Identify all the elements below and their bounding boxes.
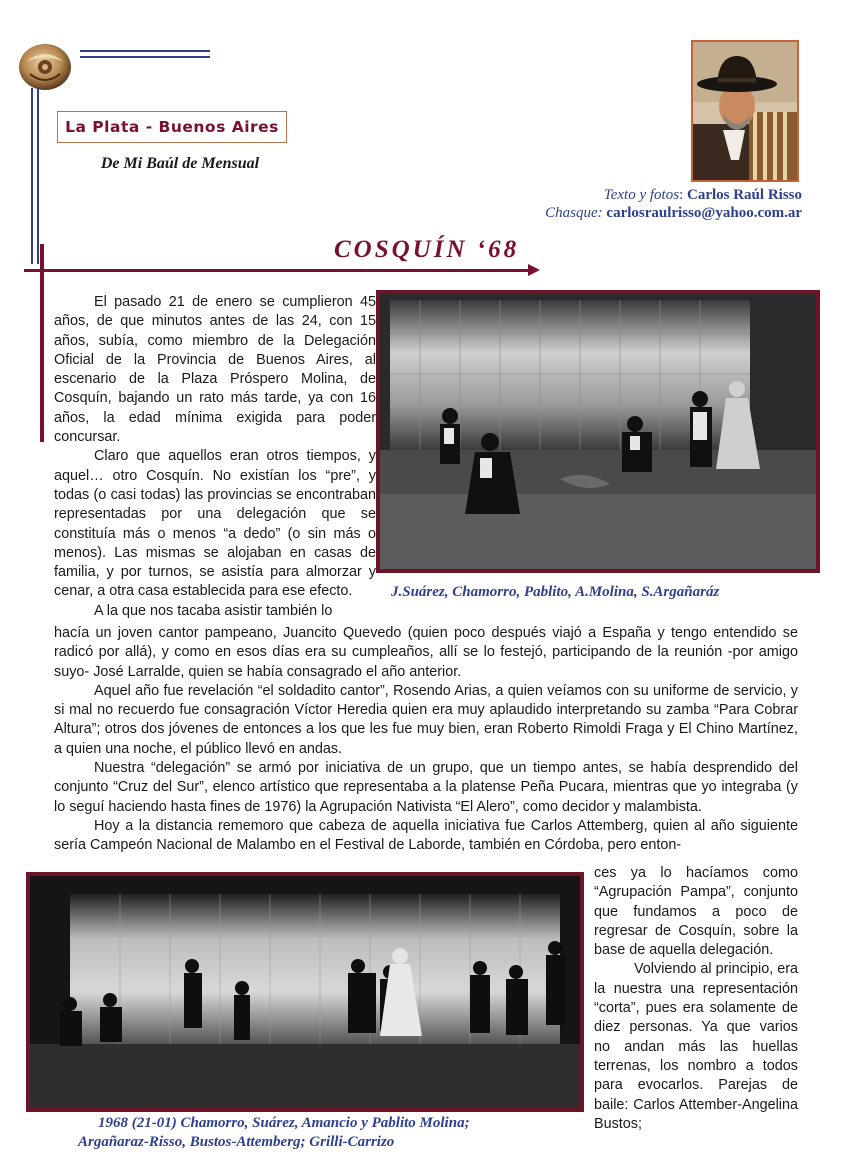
photo2-caption xyxy=(78,1114,470,1152)
margin-rule xyxy=(31,88,33,264)
paragraph-2: Claro que aquellos eran otros tiempos, y aquel… otro Cosquín. No existían los “pre”, y todas (o casi todas) las provincias se encontraban representadas por una delegación que se constituía más o menos “a dedo” (o sin más o menos). Las mismas se alojaban en casas de familia, y por turnos, se asistía para almorzar y cenar, a otra casa establecida para ese efecto. xyxy=(54,448,376,600)
photo1-caption: J.Suárez, Chamorro, Pablito, A.Molina, S.Argañaráz xyxy=(391,584,720,600)
author-credit: Texto y fotos: Carlos Raúl Risso xyxy=(603,187,802,203)
paragraph-3-rest: hacía un joven cantor pampeano, Juancito Quevedo (quien poco después viajó a España y tengo entendido se radicó por allá), y como en esos días era su cumpleaños, allí se lo festejó, participando de la reunión -por amigo suyo- José Larralde, quien se había consagrado el año anterior. xyxy=(54,625,798,680)
header-rule xyxy=(80,56,210,58)
author-portrait xyxy=(691,40,799,182)
title-bar-vertical xyxy=(40,244,44,442)
title-arrow-icon xyxy=(528,264,540,276)
title-underline xyxy=(24,269,534,272)
article-column-full xyxy=(54,624,798,856)
photo-stage-musicians xyxy=(376,290,820,573)
paragraph-1: El pasado 21 de enero se cumplieron 45 años, de que minutos antes de las 24, con 15 años, subía, como miembro de la Delegación Oficial de la Provincia de Buenos Aires, al escenario de la Plaza Próspero Molina, de Cosquín, bajando un rato más tarde, ya con 16 años, la edad mínima exigida para poder concursar. xyxy=(54,294,376,446)
author-name: Carlos Raúl Risso xyxy=(686,187,802,203)
photo2-caption-line1: 1968 (21-01) Chamorro, Suárez, Amancio y Pablito Molina; xyxy=(98,1115,470,1131)
mate-emblem-logo xyxy=(16,40,74,92)
contact-label: Chasque: xyxy=(545,205,603,221)
paragraph-6-rest: ces ya lo hacíamos como “Agrupación Pampa”, conjunto que fundamos a poco de regresar de Cosquín, sobre la base de aquella delegación. xyxy=(594,865,798,959)
photo-stage-dancers xyxy=(26,872,584,1112)
header-rule xyxy=(80,50,210,52)
column-name: De Mi Baúl de Mensual xyxy=(100,155,260,172)
paragraph-3-start: A la que nos tacaba asistir también lo xyxy=(94,602,333,619)
paragraph-6-start: Hoy a la distancia rememoro que cabeza de aquella iniciativa fue Carlos Attemberg, quien al año siguiente sería Campeón Nacional de Malambo en el Festival de Laborde, también en Córdoba, pero enton- xyxy=(54,817,798,854)
article-column-right xyxy=(594,864,798,1134)
paragraph-5: Nuestra “delegación” se armó por iniciativa de un grupo, que un tiempo antes, se había desprendido del conjunto “Cruz del Sur”, elenco artístico que representaba a la platense Peña Pucara, mientras que yo integraba (y lo seguí haciendo hasta fines de 1976) la Agrupación Nativista “El Alero”, como decidor y malambista. xyxy=(54,760,798,815)
article-title: COSQUÍN ‘68 xyxy=(334,236,520,263)
credit-label: Texto y fotos xyxy=(603,187,680,203)
paragraph-4: Aquel año fue revelación “el soldadito cantor”, Rosendo Arias, a quien veíamos con su uniforme de servicio, y si mal no recuerdo fue consagración Víctor Heredia quien era muy aplaudido interpretando su zamba “Para Cobrar Altura”; otros dos jóvenes de entonces a los que les fue muy bien, eran Roberto Rimoldi Fraga y El Chino Martínez, a quien una noche, el público llevó en andas. xyxy=(54,682,798,757)
location-label: La Plata - Buenos Aires xyxy=(57,111,287,143)
article-column-left xyxy=(54,293,376,621)
author-email: carlosraulrisso@yahoo.com.ar xyxy=(606,205,802,221)
paragraph-7: Volviendo al principio, era la nuestra una representación “corta”, pues era solamente de diez personas. Ya que varios no andan más las huellas terrenas, los nombro a todos para evocarlos. Parejas de baile: Carlos Attember-Angelina Bustos; xyxy=(594,961,798,1132)
photo2-caption-line2: Argañaraz-Risso, Bustos-Attemberg; Grilli-Carrizo xyxy=(78,1134,395,1150)
margin-rule xyxy=(37,88,39,264)
author-contact xyxy=(545,205,802,222)
